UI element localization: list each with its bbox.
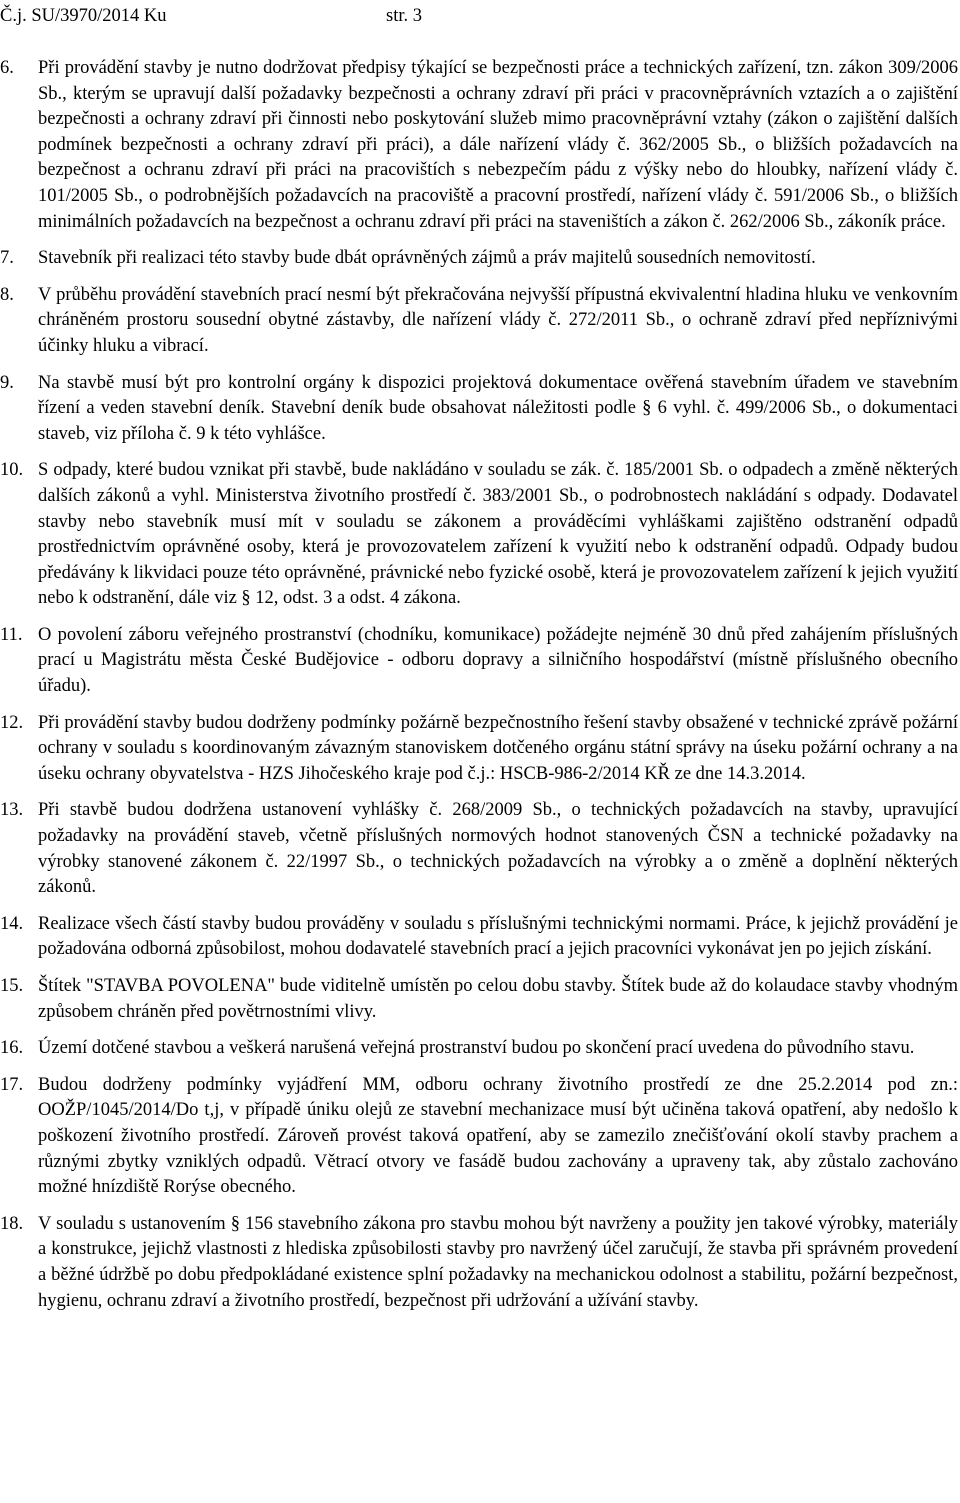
- item-number: 10.: [0, 460, 24, 481]
- item-number: 9.: [0, 372, 14, 393]
- condition-item-8: [0, 283, 958, 360]
- item-text: Stavebník při realizaci této stavby bude dbát oprávněných zájmů a práv majitelů sousedních nemovitostí.: [38, 248, 816, 269]
- item-number: 6.: [0, 58, 14, 78]
- condition-item-11: [0, 623, 958, 700]
- item-number: 7.: [0, 248, 14, 269]
- condition-item-16: [0, 1036, 958, 1062]
- conditions-list: [0, 56, 958, 1325]
- item-text: Budou dodrženy podmínky vyjádření MM, odboru ochrany životního prostředí ze dne 25.2.2014 pod zn.: OOŽP/1045/2014/Do t,j, v případě úniku olejů ze stavební mechanizace musí být učiněna taková opatření, aby nedošlo k poškození životního prostředí. Zároveň provést taková opatření, aby se zamezilo znečišťování okolí stavby prachem a různými zbytky vzniklých odpadů. Větrací otvory ve fasádě budou zachovány a upraveny tak, aby zůstalo zachováno možné hnízdiště Rorýse obecného.: [38, 1074, 958, 1198]
- item-text: S odpady, které budou vznikat při stavbě, bude nakládáno v souladu se zák. č. 185/2001 Sb. o odpadech a změně některých dalších zákonů a vyhl. Ministerstva životního prostředí č. 383/2001 Sb., o podrobnostech nakládání s odpady. Dodavatel stavby nebo stavebník musí mít v souladu se zákonem a prováděcími vyhláškami zajištěno odstranění odpadů prostřednictvím oprávněné osoby, která je provozovatelem zařízení k využití nebo k odstranění odpadů. Odpady budou předávány k likvidaci pouze této oprávněné, právnické nebo fyzické osobě, která je provozovatelem zařízení k jejich využití nebo k odstranění, dále viz § 12, odst. 3 a odst. 4 zákona.: [38, 460, 958, 609]
- item-text: Při provádění stavby budou dodrženy podmínky požárně bezpečnostního řešení stavby obsažené v technické zprávě požární ochrany v souladu s koordinovaným závazným stanoviskem dotčeného orgánu státní správy na úseku požární ochrany a na úseku ochrany obyvatelstva - HZS Jihočeského kraje pod č.j.: HSCB-986-2/2014 KŘ ze dne 14.3.2014.: [38, 712, 958, 784]
- item-number: 13.: [0, 800, 24, 821]
- condition-item-18: [0, 1212, 958, 1314]
- condition-item-14: [0, 912, 958, 963]
- item-text: V průběhu provádění stavebních prací nesmí být překračována nejvyšší přípustná ekvivalentní hladina hluku ve venkovním chráněném prostoru sousední obytné zástavby, dle nařízení vlády č. 272/2011 Sb., o ochraně zdraví před nepříznivými účinky hluku a vibrací.: [38, 284, 958, 356]
- item-text: Štítek "STAVBA POVOLENA" bude viditelně umístěn po celou dobu stavby. Štítek bude až do kolaudace stavby vhodným způsobem chráněn před povětrnostními vlivy.: [38, 976, 958, 1022]
- item-number: 11.: [0, 624, 23, 645]
- condition-item-13: [0, 798, 958, 900]
- item-text: Na stavbě musí být pro kontrolní orgány k dispozici projektová dokumentace ověřená stavebním úřadem ve stavebním řízení a veden stavební deník. Stavební deník bude obsahovat náležitosti podle § 6 vyhl. č. 499/2006 Sb., o dokumentaci staveb, viz příloha č. 9 k této vyhlášce.: [38, 372, 958, 444]
- condition-item-9: [0, 371, 958, 448]
- item-number: 12.: [0, 712, 24, 733]
- item-text: Realizace všech částí stavby budou prováděny v souladu s příslušnými technickými normami. Práce, k jejichž provádění je požadována odborná způsobilost, mohou dodavatelé stavebních prací a jejich pracovníci vykonávat jen po jejich získání.: [38, 913, 958, 960]
- page-number: str. 3: [386, 6, 422, 26]
- item-text: Území dotčené stavbou a veškerá narušená veřejná prostranství budou po skončení prací uvedena do původního stavu.: [38, 1038, 915, 1059]
- item-text: O povolení záboru veřejného prostranství (chodníku, komunikace) požádejte nejméně 30 dnů před zahájením příslušných prací u Magistrátu města České Budějovice - odboru dopravy a silničního hospodářství (místně příslušného obecního úřadu).: [38, 624, 958, 697]
- item-number: 16.: [0, 1038, 24, 1059]
- item-number: 14.: [0, 913, 24, 934]
- condition-item-10: [0, 458, 958, 612]
- reference-number: Č.j. SU/3970/2014 Ku: [0, 6, 167, 26]
- page-header: [0, 4, 960, 28]
- item-text: Při provádění stavby je nutno dodržovat předpisy týkající se bezpečnosti práce a technických zařízení, tzn. zákon 309/2006 Sb., kterým se upravují další požadavky bezpečnosti a ochrany zdraví při práci v pracovněprávních vztazích a o zajištění bezpečnosti a ochrany zdraví při činnosti nebo poskytování služeb mimo pracovněprávní vztahy (zákon o zajištění dalších podmínek bezpečnosti a ochrany zdraví při práci), a dále nařízení vlády č. 362/2005 Sb., o bližších požadavcích na bezpečnost a ochranu zdraví při práci na pracovištích s nebezpečím pádu z výšky nebo do hloubky, nařízení vlády č. 101/2005 Sb., o podrobnějších požadavcích na pracoviště a pracovní prostředí, nařízení vlády č. 591/2006 Sb., o bližších minimálních požadavcích na bezpečnost a ochranu zdraví při práci na staveništích a zákon č. 262/2006 Sb., zákoník práce.: [38, 58, 958, 232]
- condition-item-15: [0, 974, 958, 1025]
- condition-item-17: [0, 1073, 958, 1201]
- item-number: 15.: [0, 976, 24, 996]
- item-number: 18.: [0, 1213, 24, 1234]
- condition-item-7: [0, 246, 958, 272]
- condition-item-12: [0, 711, 958, 788]
- item-text: Při stavbě budou dodržena ustanovení vyhlášky č. 268/2009 Sb., o technických požadavcích na stavby, upravující požadavky na provádění staveb, včetně příslušných normových hodnot stanovených ČSN a technické požadavky na výrobky stanovené zákonem č. 22/1997 Sb., o technických požadavcích na výrobky a o změně a doplnění některých zákonů.: [38, 800, 958, 898]
- condition-item-6: [0, 56, 958, 235]
- item-text: V souladu s ustanovením § 156 stavebního zákona pro stavbu mohou být navrženy a použity jen takové výrobky, materiály a konstrukce, jejichž vlastnosti z hlediska způsobilosti stavby pro navržený účel zaručují, že stavba při správném provedení a běžné údržbě po dobu předpokládané existence splní požadavky na mechanickou odolnost a stabilitu, požární bezpečnost, hygienu, ochranu zdraví a životního prostředí, bezpečnost při udržování a užívání stavby.: [38, 1213, 958, 1311]
- item-number: 8.: [0, 284, 14, 305]
- item-number: 17.: [0, 1074, 24, 1095]
